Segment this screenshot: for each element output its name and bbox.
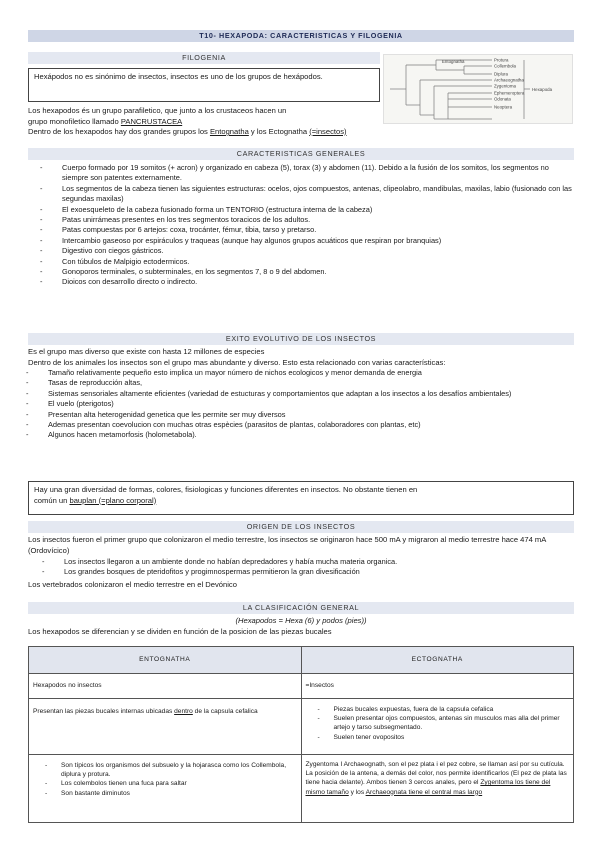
- document-title: T10- HEXAPODA: CARACTERISTICAS Y FILOGENIA: [28, 30, 574, 42]
- exito-list: [48, 368, 572, 441]
- exito-item: - Algunos hacen metamorfosis (holometabola).: [48, 430, 572, 440]
- list-item: - Piezas bucales expuestas, fuera de la capsula cefalica: [334, 705, 570, 714]
- table-cell: [301, 699, 574, 755]
- caracteristicas-heading: CARACTERISTICAS GENERALES: [28, 148, 574, 160]
- clasificacion-table: [28, 646, 574, 823]
- bauplan-line-b: común un bauplan (=plano corporal): [34, 495, 157, 505]
- caracteristica-item: - Con túbulos de Malpigio ectodermicos.: [62, 257, 572, 267]
- table-cell: [29, 755, 302, 823]
- dentro-term: dentro: [174, 708, 193, 715]
- tree-label-hexapoda: Hexapoda: [532, 87, 553, 92]
- exito-item: - Tasas de reproducción altas,: [48, 378, 572, 388]
- caracteristica-item: - Dioicos con desarrollo directo o indirecto.: [62, 277, 572, 287]
- table-row: [29, 755, 574, 823]
- clasificacion-intro: Los hexapodos se diferencian y se dividen en función de la posicion de las piezas bucales: [28, 627, 332, 636]
- ectognatha-header: ECTOGNATHA: [301, 647, 574, 674]
- zygentoma-term: Zygentoma los tiene del mismo tamaño: [305, 779, 551, 796]
- table-header-row: [29, 647, 574, 674]
- bauplan-term: bauplan (=plano corporal): [69, 495, 157, 505]
- exito-item: - Sistemas sensoriales altamente eficientes (variedad de estucturas y comportamientos que adaptan a los insectos a los desafíos ambientales): [48, 389, 572, 399]
- exito-intro: [28, 347, 588, 368]
- list-item: - Suelen presentar ojos compuestos, antenas sin musculos mas alla del primer artejo y tarso subsegmentado.: [334, 714, 570, 732]
- pancrustacea-term: PANCRUSTACEA: [120, 116, 183, 126]
- bauplan-box: [28, 481, 574, 515]
- origen-list: [64, 557, 572, 578]
- clasificacion-heading: LA CLASIFICACIÓN GENERAL: [28, 602, 574, 614]
- caracteristica-item: - Gonoporos terminales, o subterminales, en los segmentos 7, 8 o 9 del abdomen.: [62, 267, 572, 277]
- filogenia-para-1: [28, 106, 588, 138]
- table-row: [29, 699, 574, 755]
- exito-line-1: Es el grupo mas diverso que existe con hasta 12 millones de especies: [28, 347, 265, 356]
- tree-label-archaeognatha: Archaeognatha: [494, 77, 524, 83]
- caracteristica-item: - Patas compuestas por 6 artejos: coxa, trocánter, fémur, tibia, tarso y pretarso.: [62, 225, 572, 235]
- filogenia-para-2: Dentro de los hexapodos hay dos grandes grupos los Entognatha y los Ectognatha (=insectos): [28, 127, 347, 136]
- list-item: - Suelen tener ovopositos: [334, 733, 570, 742]
- exito-item: - El vuelo (pterigotos): [48, 399, 572, 409]
- table-cell: Presentan las piezas bucales internas ubicadas dentro de la capsula cefalica: [29, 699, 302, 755]
- origen-item: - Los grandes bosques de pteridofitos y progimnospermas permitieron la gran divesificación: [64, 567, 572, 577]
- origen-para: Los insectos fueron el primer grupo que colonizaron el medio terrestre, los insectos se originaron hace 500 mA y migraron al medio terrestre hace 474 mA (Ordovícico): [28, 535, 546, 555]
- table-cell: Zygentoma I Archaeognath, son el pez plata i el pez cobre, se llaman así por su cutícula. La posición de la antena, a demás del color, nos permite identificarlos (El pez de plata las tiene hacia delante). Ambos tienen 3 cercos anales, pero el Zygentoma los tiene del mismo tamaño y los Archaeognata tiene el central mas largo: [301, 755, 574, 823]
- caracteristica-item: - El exoesqueleto de la cabeza fusionado forma un TENTORIO (estructura interna de la cabeza): [62, 205, 572, 215]
- tree-label-collembola: Collembola: [494, 63, 516, 69]
- entognatha-term: Entognatha: [209, 127, 249, 136]
- caracteristica-item: - Intercambio gaseoso por espiráculos y traqueas (aunque hay algunos grupos acuáticos que respiran por branquias): [62, 236, 572, 246]
- caracteristica-item: - Cuerpo formado por 19 somitos (+ acron) y organizado en cabeza (5), torax (3) y abdomen (11). Debido a la fusión de los somitos, los segmentos no siempre son patentes externamente.: [62, 163, 572, 184]
- origen-heading: ORIGEN DE LOS INSECTOS: [28, 521, 574, 533]
- list-item: - Los colembolos tienen una fuca para saltar: [61, 779, 297, 788]
- archaeognata-term: Archaeognata tiene el central mas largo: [365, 788, 483, 796]
- filogenia-note-text: Hexápodos no es sinónimo de insectos, insectos es uno de los grupos de hexápodos.: [34, 72, 323, 81]
- table-cell: Hexapodos no insectos: [29, 674, 302, 699]
- caracteristicas-list: [62, 163, 572, 288]
- entognatha-traits-list: [33, 761, 297, 798]
- table-row: [29, 674, 574, 699]
- caracteristica-item: - Patas unirrámeas presentes en los tres segmentos toracicos de los adultos.: [62, 215, 572, 225]
- list-item: - Son típicos los organismos del subsuelo y la hojarasca como los Collembola, diplura y protura.: [61, 761, 297, 779]
- entognatha-header: ENTOGNATHA: [29, 647, 302, 674]
- bauplan-line-a: Hay una gran diversidad de formas, colores, fisiologicas y funciones diferentes en insectos. No obstante tienen en: [34, 485, 418, 494]
- clasificacion-subtitle: (Hexapodos = Hexa (6) y podos (pies)): [235, 616, 367, 625]
- exito-line-2: Dentro de los animales los insectos son el grupo mas abundante y diverso. Esto esta relacionado con varias características:: [28, 357, 446, 367]
- tree-label-zygentoma: Zygentoma: [494, 83, 516, 89]
- exito-item: - Tamaño relativamente pequeño esto implica un mayor número de nichos ecologicos y menor demanda de energia: [48, 368, 572, 378]
- caracteristica-item: - Digestivo con ciegos gástricos.: [62, 246, 572, 256]
- insectos-term: (=insectos): [309, 127, 347, 136]
- tree-label-odonata: Odonata: [494, 96, 511, 102]
- tree-label-protura: Protura: [494, 57, 509, 63]
- filogenia-note-box: [28, 68, 380, 102]
- list-item: - Son bastante diminutos: [61, 789, 297, 798]
- tree-label-entognatha: Entognatha: [442, 59, 465, 64]
- caracteristica-item: - Los segmentos de la cabeza tienen las siguientes estructuras: ocelos, ojos compuestos, antenas, clipeolabro, mandibulas, maxilas, labio (fusionado con las segundas maxilas): [62, 184, 572, 205]
- ectognatha-traits-list: [306, 705, 570, 742]
- origen-closing: Los vertebrados colonizaron el medio terrestre en el Devónico: [28, 580, 237, 589]
- tree-label-neoptera: Neoptera: [494, 104, 513, 110]
- table-cell: =Insectos: [301, 674, 574, 699]
- origen-item: - Los insectos llegaron a un ambiente donde no habían depredadores y había mucha materia organica.: [64, 557, 572, 567]
- filogenia-para-1b: grupo monofiletico llamado PANCRUSTACEA: [28, 116, 183, 126]
- exito-item: - Ademas presentan coevolucion con muchas otras espècies (parasitos de plantas, colaboradores con plantas, etc): [48, 420, 572, 430]
- exito-heading: EXITO EVOLUTIVO DE LOS INSECTOS: [28, 333, 574, 345]
- tree-label-diplura: Diplura: [494, 71, 508, 77]
- tree-label-ephemeroptera: Ephemeroptera: [494, 90, 525, 96]
- filogenia-heading: FILOGENIA: [28, 52, 380, 64]
- exito-item: - Presentan alta heterogenidad genetica que les permite ser muy diversos: [48, 410, 572, 420]
- filogenia-para-1a: Los hexapodos és un grupo parafiletico, que junto a los crustaceos hacen un: [28, 106, 287, 115]
